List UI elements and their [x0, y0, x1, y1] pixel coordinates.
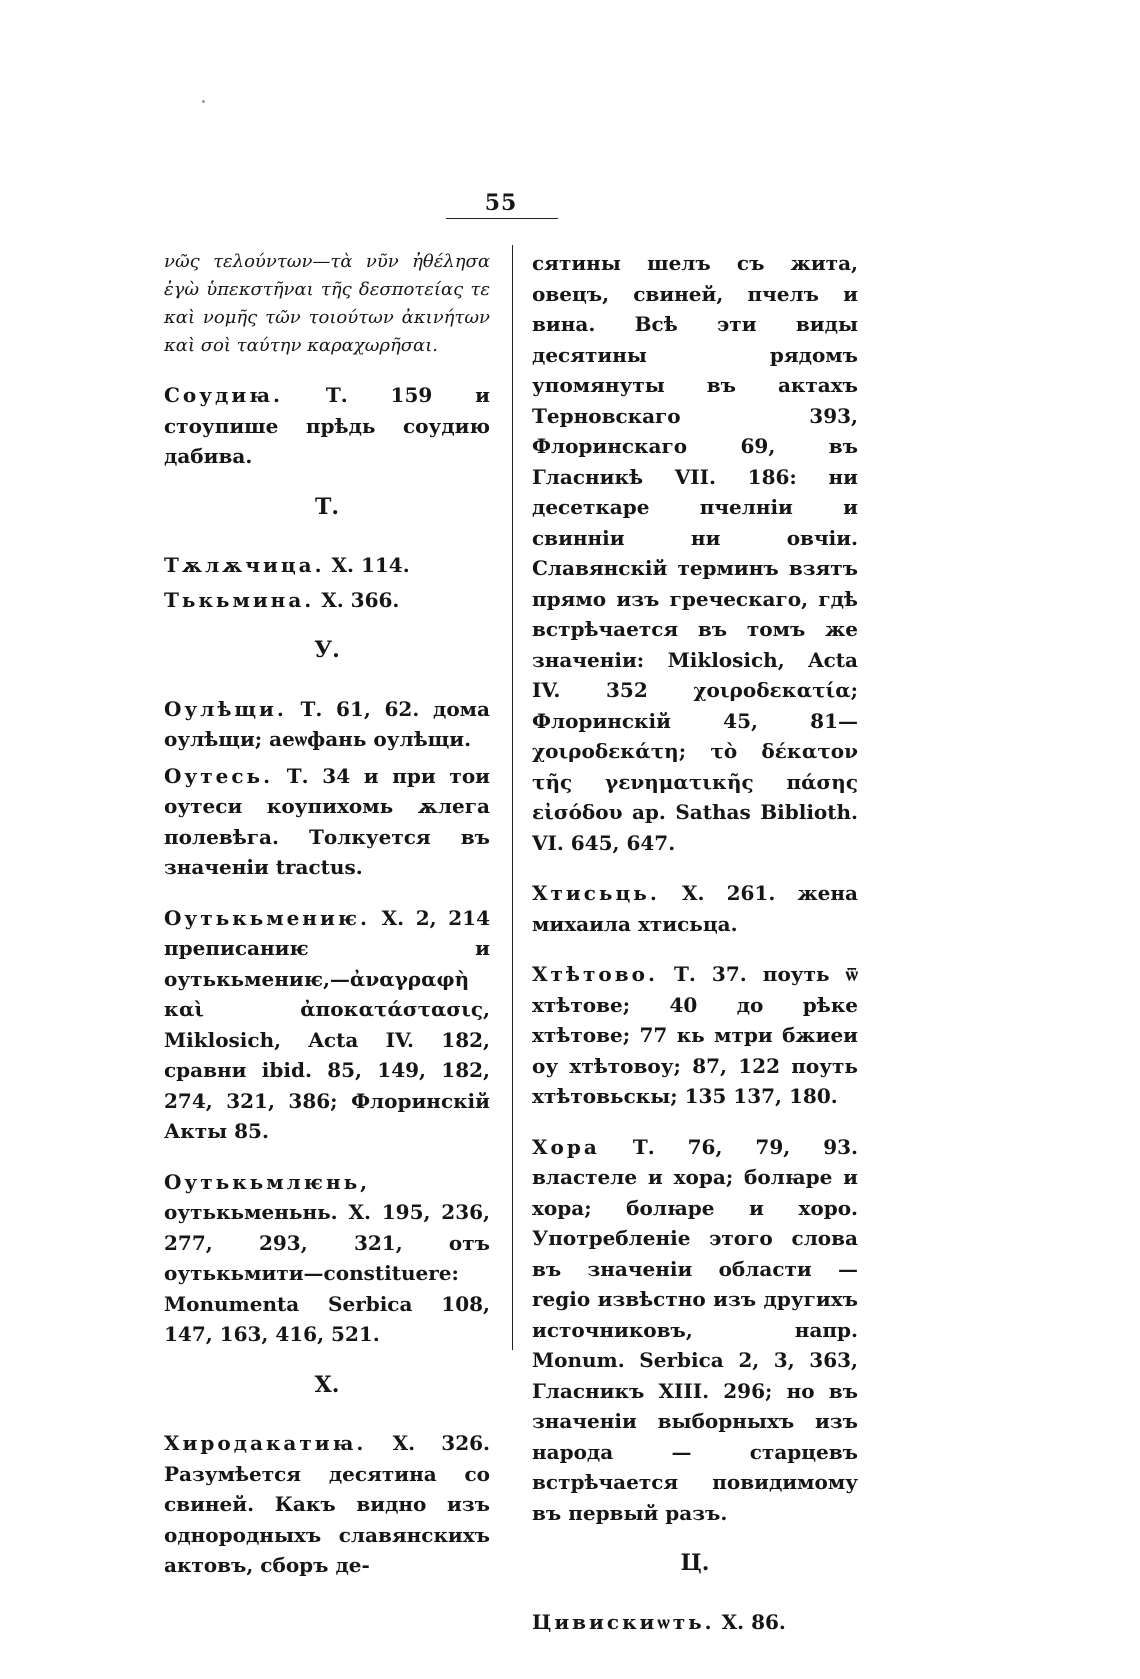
- letter-heading-ts: Ц.: [680, 1550, 710, 1576]
- entry-tsiviskisht: [532, 1607, 858, 1638]
- headword: Хтѣтово.: [532, 962, 658, 986]
- headword: Оутькьмениѥ.: [164, 905, 371, 930]
- entry-text: оутькьменьнь. Х. 195, 236, 277, 293, 321, отъ оутькьмити—constituere: Monumenta Serbica 108, 147, 163, 416, 521.: [164, 1200, 490, 1346]
- entry-text: Х. 114.: [331, 553, 410, 577]
- greek-continuation: νῶς τελούντων—τὰ νῦν ἠθέλησα ἐγὼ ὑπεκστῆναι τῆς δεσποτείας τε καὶ νομῆς τῶν τοιούτων ἀκινήτων καὶ σοὶ ταύτην καραχωρῆσαι.: [164, 251, 490, 356]
- letter-heading-kh: Х.: [314, 1371, 340, 1398]
- entry-soudiia: [164, 380, 490, 472]
- continuation-text: сятины шелъ съ жита, овецъ, свиней, пчелъ и вина. Всѣ эти виды десятины рядомъ упомянуты въ актахъ Терновскаго 393, Флоринскаго 69, въ Гласникѣ VII. 186: ни десеткаре пчелнiи и свиннiи ни овчiи. Славянскiй терминъ взятъ прямо изъ греческаго, гдѣ встрѣчается въ томъ же значенiи: Miklosich, Acta IV. 352 χοιροδεκατία; Флоринскiй 45, 81—χοιροδεκάτη; τὸ δέκατον τῆς γενηματικῆς πάσης εἰσόδου ap. Sathas Biblioth. VI. 645, 647.: [532, 251, 858, 855]
- entry-khtietovo: [532, 959, 858, 1112]
- headword: Тѫлѫчица.: [164, 553, 325, 577]
- entry-text: Т. 159 и стоупише прѣдь соудию дабива.: [164, 383, 490, 468]
- entry-text: Т. 34 и при тои оутеси коупихомь ѫлега полевѣга. Толкуется въ значенiи tractus.: [164, 763, 490, 879]
- letter-heading-u: У.: [314, 637, 340, 663]
- scan-speck: [202, 100, 205, 103]
- entry-text: Т. 76, 79, 93. властеле и хора; болꙗре и хора; болꙗре и хоро. Употребленiе этого слова въ значенiи области — regio извѣстно изъ другихъ источниковъ, напр. Monum. Serbica 2, 3, 363, Гласникъ XIII. 296; но въ значенiи выборныхъ изъ народа — старцевъ встрѣчается повидимому въ первый разъ.: [532, 1134, 859, 1525]
- headword: Оутесь.: [164, 763, 274, 788]
- entry-text: Х. 261. жена михаила хтисьца.: [532, 881, 858, 936]
- entry-text: Х. 326. Разумѣется десятина со свиней. Какъ видно изъ однородныхъ славянскихъ актовъ, сборъ де-: [164, 1431, 491, 1577]
- headword: Хиродакатиꙗ.: [164, 1431, 367, 1455]
- right-column: [532, 248, 858, 1657]
- headword: Цивискиѡть.: [532, 1609, 715, 1634]
- headword: Хора: [532, 1134, 600, 1159]
- headword: Хтисьць.: [532, 881, 660, 905]
- entry-oulieshti: [164, 694, 490, 755]
- headword: Соудиꙗ.: [164, 383, 283, 407]
- page-number: 55: [484, 190, 518, 216]
- entry-outkmlen: [164, 1167, 490, 1350]
- entry-khtisits: [532, 878, 858, 939]
- left-column: [164, 248, 490, 1601]
- letter-heading-t: Т.: [314, 493, 340, 520]
- entry-text: Х. 366.: [321, 587, 400, 612]
- entry-text: Х. 86.: [721, 1609, 786, 1634]
- entry-outkmenie: [164, 903, 490, 1147]
- entry-tvluchitsa: [164, 550, 490, 581]
- headword: Оутькьмлѥнь,: [164, 1169, 371, 1194]
- entry-tkmina: [164, 585, 490, 616]
- entry-khora: [532, 1132, 858, 1529]
- header-rule: [446, 218, 558, 219]
- column-divider: [512, 245, 513, 1350]
- entry-khirodakatiia: [164, 1428, 490, 1581]
- entry-outesi: [164, 761, 490, 883]
- headword: Тькьмина.: [164, 587, 315, 612]
- entry-text: Т. 61, 62. дома оулѣщи; аеѡфань оулѣщи.: [164, 696, 490, 751]
- entry-text: Х. 2, 214 преписаниѥ и оутькьмениѥ,—ἀναγραφὴ καὶ ἀποκατάστασις, Miklosich, Acta IV. 182, сравни ibid. 85, 149, 182, 274, 321, 386; Флоринскiй Акты 85.: [164, 905, 490, 1143]
- headword: Оулѣщи.: [164, 696, 287, 721]
- entry-text: Т. 37. поуть ѿ хтѣтове; 40 до рѣке хтѣтове; 77 кь мтри бжиеи оу хтѣтовоу; 87, 122 поуть хтѣтовьскы; 135 137, 180.: [532, 962, 859, 1108]
